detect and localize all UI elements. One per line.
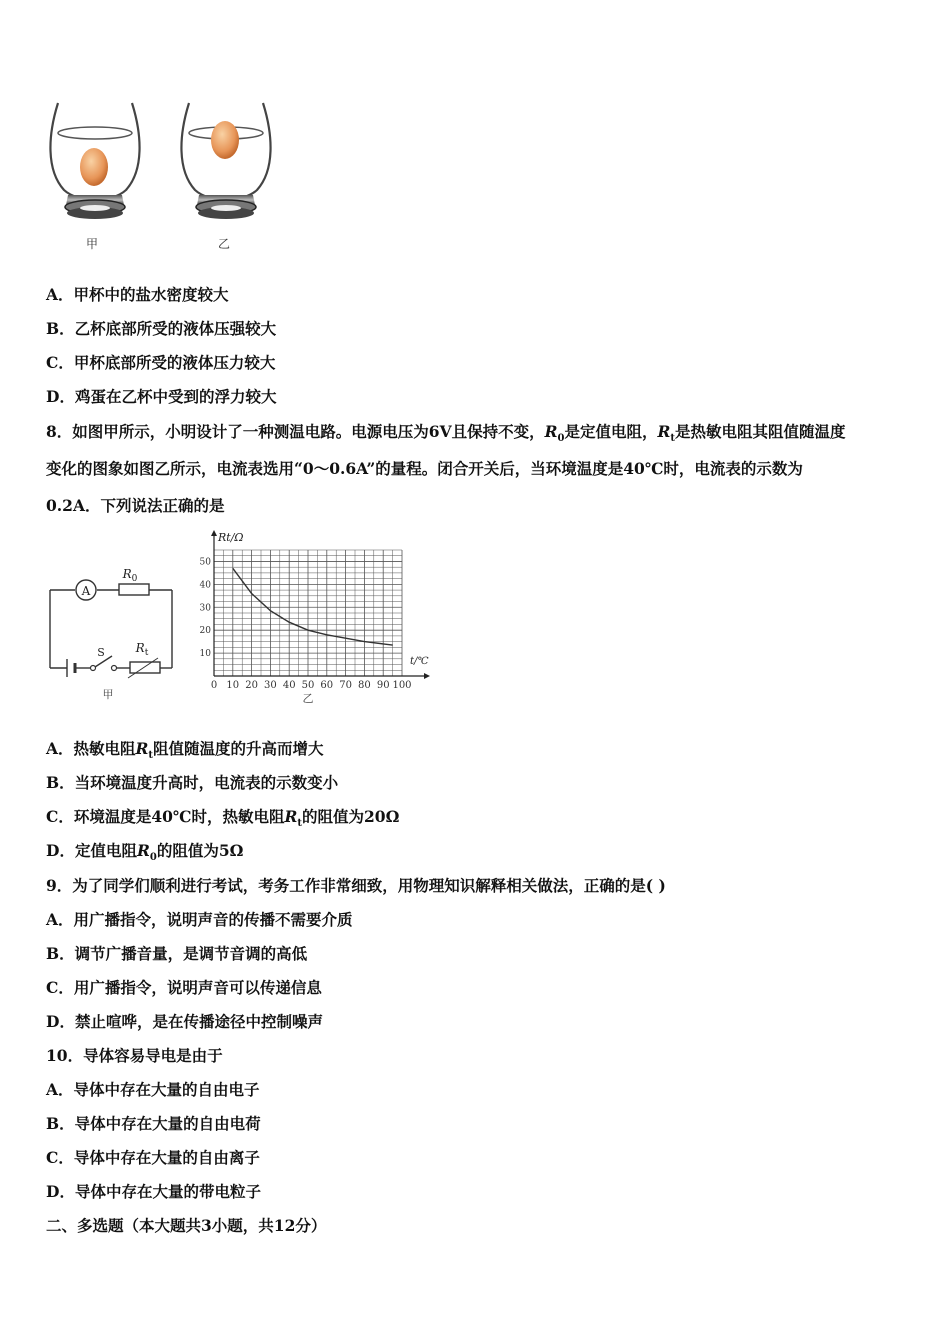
q8-option-d-text-2: 的阻值为5Ω xyxy=(156,841,244,860)
y-tick-label: 20 xyxy=(199,626,211,637)
q8-stem-text-1: 8．如图甲所示，小明设计了一种测温电路。电源电压为6V且保持不变， xyxy=(46,422,545,441)
q8-stem-line2: 变化的图象如图乙所示，电流表选用“0～0.6A”的量程。闭合开关后，当环境温度是40℃时，电流表的示数为 xyxy=(46,459,803,478)
section2-title: 二、多选题（本大题共3小题，共12分） xyxy=(46,1216,327,1235)
svg-text:Rt xyxy=(135,641,149,658)
egg-floating xyxy=(211,121,239,159)
q8-option-b: B．当环境温度升高时，电流表的示数变小 xyxy=(46,773,339,792)
q9-stem: 9．为了同学们顺利进行考试，考务工作非常细致，用物理知识解释相关做法，正确的是( ) xyxy=(46,876,666,895)
circuit-r0-label: R xyxy=(122,567,132,581)
y-tick-label: 10 xyxy=(199,649,211,660)
q8-option-a xyxy=(46,739,324,766)
figure-label-jia: 甲 xyxy=(86,237,99,251)
rt-curve xyxy=(233,568,393,645)
circuit-r0-sub: 0 xyxy=(131,574,138,584)
x-tick-label: 40 xyxy=(282,680,296,691)
chart-caption: 乙 xyxy=(302,692,314,705)
circuit-rt-label: R xyxy=(135,641,145,655)
q8-option-c-r: R xyxy=(284,807,298,826)
glass-jia xyxy=(50,103,139,219)
q8-stem-r0: R xyxy=(544,422,558,441)
q8-option-d-text-1: D．定值电阻 xyxy=(46,841,137,860)
y-axis-arrow xyxy=(211,530,217,536)
q10-option-a: A．导体中存在大量的自由电子 xyxy=(46,1080,260,1099)
ammeter-label: A xyxy=(81,584,91,598)
q8-option-c-sub: t xyxy=(297,818,302,830)
q7-option-b: B．乙杯底部所受的液体压强较大 xyxy=(46,319,277,338)
q8-option-d-r: R xyxy=(136,841,150,860)
q10-option-b: B．导体中存在大量的自由电荷 xyxy=(46,1114,261,1133)
q8-option-c-text-1: C．环境温度是40℃时，热敏电阻 xyxy=(46,807,285,826)
q8-option-c-text-2: 的阻值为20Ω xyxy=(302,807,400,826)
figure-label-yi: 乙 xyxy=(218,237,231,251)
circuit-rt-sub: t xyxy=(144,648,149,658)
x-tick-label: 90 xyxy=(376,680,390,691)
q8-option-a-r: R xyxy=(135,739,149,758)
circuit-diagram xyxy=(42,548,182,708)
q9-option-a: A．用广播指令，说明声音的传播不需要介质 xyxy=(46,910,353,929)
q10-option-c: C．导体中存在大量的自由离子 xyxy=(46,1148,260,1167)
glass-yi xyxy=(181,103,270,219)
y-tick-label: 40 xyxy=(199,580,211,591)
q9-option-d: D．禁止喧哗，是在传播途径中控制噪声 xyxy=(46,1012,323,1031)
svg-text:R0 xyxy=(122,567,138,584)
q8-stem-line1 xyxy=(46,422,846,449)
y-axis-label: Rt/Ω xyxy=(218,531,244,544)
q7-option-d: D．鸡蛋在乙杯中受到的浮力较大 xyxy=(46,387,277,406)
q8-stem-r0-sub: 0 xyxy=(557,433,565,445)
rt-thermistor xyxy=(130,662,160,673)
x-axis-arrow xyxy=(424,673,430,679)
q8-stem-line3: 0.2A．下列说法正确的是 xyxy=(46,496,225,515)
x-tick-label: 80 xyxy=(358,680,371,691)
q9-option-c: C．用广播指令，说明声音可以传递信息 xyxy=(46,978,322,997)
switch-label: S xyxy=(97,646,105,659)
q8-option-d xyxy=(46,841,243,868)
x-tick-label: 100 xyxy=(392,680,412,691)
q8-stem-rt: R xyxy=(657,422,671,441)
x-axis-label: t/℃ xyxy=(410,656,429,667)
x-tick-label: 0 xyxy=(210,680,218,691)
rt-temperature-chart xyxy=(190,528,440,708)
q8-option-a-text-1: A．热敏电阻 xyxy=(46,739,136,758)
q8-stem-text-2: 是定值电阻， xyxy=(564,422,658,441)
y-tick-label: 50 xyxy=(199,557,211,568)
q10-stem: 10．导体容易导电是由于 xyxy=(46,1046,223,1065)
egg-sinking xyxy=(80,148,108,186)
x-tick-label: 50 xyxy=(301,680,315,691)
x-tick-label: 30 xyxy=(264,680,277,691)
q8-stem-text-3: 是热敏电阻其阻值随温度 xyxy=(675,422,846,441)
egg-glasses-figure xyxy=(40,95,290,255)
x-tick-label: 60 xyxy=(320,680,334,691)
q8-stem-rt-sub: t xyxy=(670,433,675,445)
x-tick-label: 20 xyxy=(245,680,258,691)
q8-option-a-text-2: 阻值随温度的升高而增大 xyxy=(153,739,324,758)
r0-resistor xyxy=(119,584,149,595)
q8-option-c xyxy=(46,807,399,834)
q8-option-d-sub: 0 xyxy=(149,852,157,864)
q9-option-b: B．调节广播音量，是调节音调的高低 xyxy=(46,944,308,963)
q8-option-a-sub: t xyxy=(148,750,154,762)
x-tick-label: 70 xyxy=(339,680,352,691)
circuit-caption: 甲 xyxy=(102,688,114,701)
q7-option-a: A．甲杯中的盐水密度较大 xyxy=(46,285,229,304)
switch-symbol xyxy=(91,666,96,671)
q7-option-c: C．甲杯底部所受的液体压力较大 xyxy=(46,353,276,372)
q10-option-d: D．导体中存在大量的带电粒子 xyxy=(46,1182,261,1201)
y-tick-label: 30 xyxy=(199,603,211,614)
x-tick-label: 10 xyxy=(226,680,240,691)
